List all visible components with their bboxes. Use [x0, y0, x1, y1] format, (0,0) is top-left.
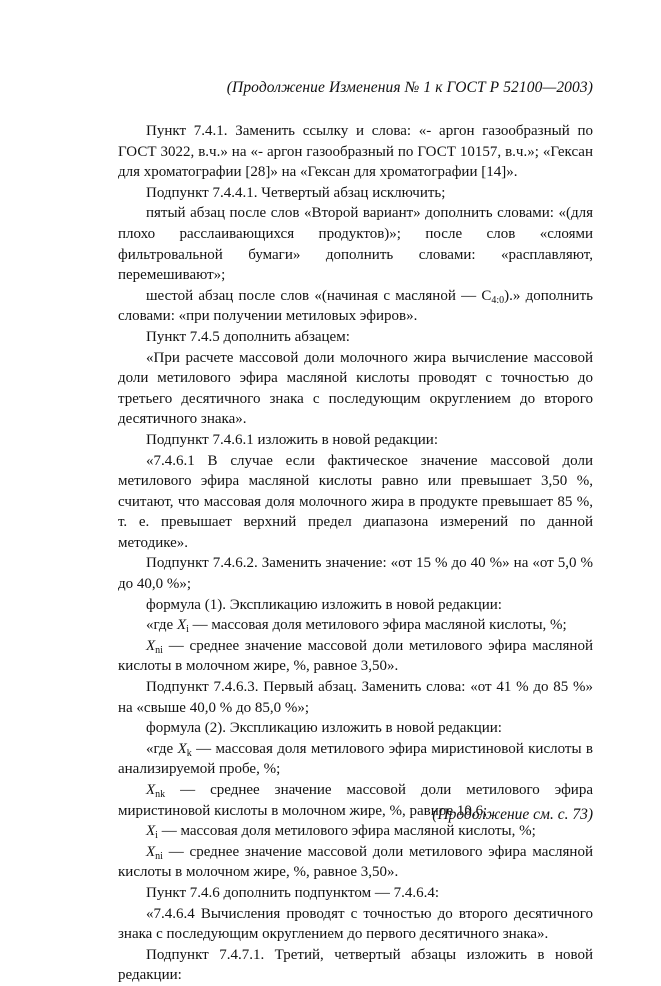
symbol: X — [146, 637, 156, 654]
paragraph — [118, 842, 593, 883]
paragraph: пятый абзац после слов «Второй вариант» дополнить словами: «(для плохо расслаивающихся продуктов)»; после слов «слоями фильтровальной бумаги» дополнить словами: «расплавляют, перемешивают»; — [118, 205, 593, 284]
paragraph: Подпункт 7.4.4.1. Четвертый абзац исключить; — [146, 184, 446, 201]
paragraph: формула (1). Экспликацию изложить в новой редакции: — [146, 596, 502, 613]
subscript: i — [186, 624, 189, 636]
text: «где — [146, 740, 178, 757]
paragraph: Подпункт 7.4.6.2. Заменить значение: «от 15 % до 40 %» на «от 5,0 % до 40,0 %»; — [118, 555, 593, 593]
text: шестой абзац после слов «(начиная с масляной — C — [146, 287, 492, 304]
paragraph: Подпункт 7.4.6.3. Первый абзац. Заменить слова: «от 41 % до 85 %» на «свыше 40,0 % до 85,0 %»; — [118, 679, 593, 716]
paragraph: «7.4.6.1 В случае если фактическое значение массовой доли метилового эфира масляной кислоты равно или превышает 3,50 %, считают, что массовая доля молочного жира в продукте превышает 85 %, т. е. превышает верхний предел диапазона измерений по данной методике». — [118, 452, 593, 551]
paragraph — [118, 636, 593, 677]
paragraph: «При расчете массовой доли молочного жира вычисление массовой доли метилового эфира масляной кислоты проводят с точностью до третьего десятичного знака с последующим округлением до второго десятичного знака». — [118, 349, 593, 428]
symbol: X — [146, 782, 156, 798]
paragraph — [118, 739, 593, 780]
paragraph: Пункт 7.4.1. Заменить ссылку и слова: «- аргон газообразный по ГОСТ 3022, в.ч.» на «- аргон газообразный по ГОСТ 10157, в.ч.»; «Гексан для хроматографии [28]» на «Гексан для хроматографии [14]». — [118, 123, 593, 181]
symbol: X — [146, 843, 156, 860]
subscript: nk — [155, 789, 166, 800]
paragraph: формула (2). Экспликацию изложить в новой редакции: — [146, 720, 502, 737]
text: «где — [146, 617, 177, 634]
subscript: k — [186, 747, 192, 759]
paragraph: Подпункт 7.4.6.1 изложить в новой редакции: — [146, 431, 438, 448]
document-body — [118, 121, 593, 986]
text: — среднее значение массовой доли метилового эфира масляной кислоты в молочном жире, %, равное 3,50». — [118, 637, 593, 675]
paragraph: Подпункт 7.4.7.1. Третий, четвертый абзацы изложить в новой редакции: — [118, 946, 593, 984]
page-header: (Продолжение Изменения № 1 к ГОСТ Р 52100—2003) — [226, 79, 593, 96]
symbol: X — [177, 740, 187, 757]
symbol: X — [146, 823, 156, 840]
subscript: 4:0 — [491, 294, 505, 306]
paragraph: «7.4.6.4 Вычисления проводят с точностью до второго десятичного знака с последующим округлением до первого десятичного знака». — [118, 905, 593, 943]
subscript: i — [155, 830, 158, 842]
symbol: X — [176, 617, 187, 634]
text: ).» дополнить словами: «при получении метиловых эфиров». — [118, 287, 593, 325]
subscript: ni — [155, 850, 163, 862]
paragraph: Пункт 7.4.6 дополнить подпунктом — 7.4.6.4: — [146, 884, 440, 901]
text: — массовая доля метилового эфира масляной кислоты, %; — [188, 617, 567, 634]
text: — среднее значение массовой доли метилового эфира масляной кислоты в молочном жире, %, равное 3,50». — [118, 843, 593, 881]
paragraph — [118, 821, 593, 842]
page-footer: (Продолжение см. с. 73) — [432, 806, 593, 823]
paragraph — [118, 286, 593, 327]
text: — среднее значение массовой доли метилового эфира миристиновой кислоты в молочном жире, %, равное 10,6; — [118, 782, 593, 819]
subscript: ni — [155, 644, 163, 656]
text: — массовая доля метилового эфира масляной кислоты, %; — [157, 823, 536, 840]
paragraph: Пункт 7.4.5 дополнить абзацем: — [146, 328, 350, 345]
text: — массовая доля метилового эфира миристиновой кислоты в анализируемой пробе, %; — [118, 740, 594, 778]
paragraph — [118, 615, 593, 636]
